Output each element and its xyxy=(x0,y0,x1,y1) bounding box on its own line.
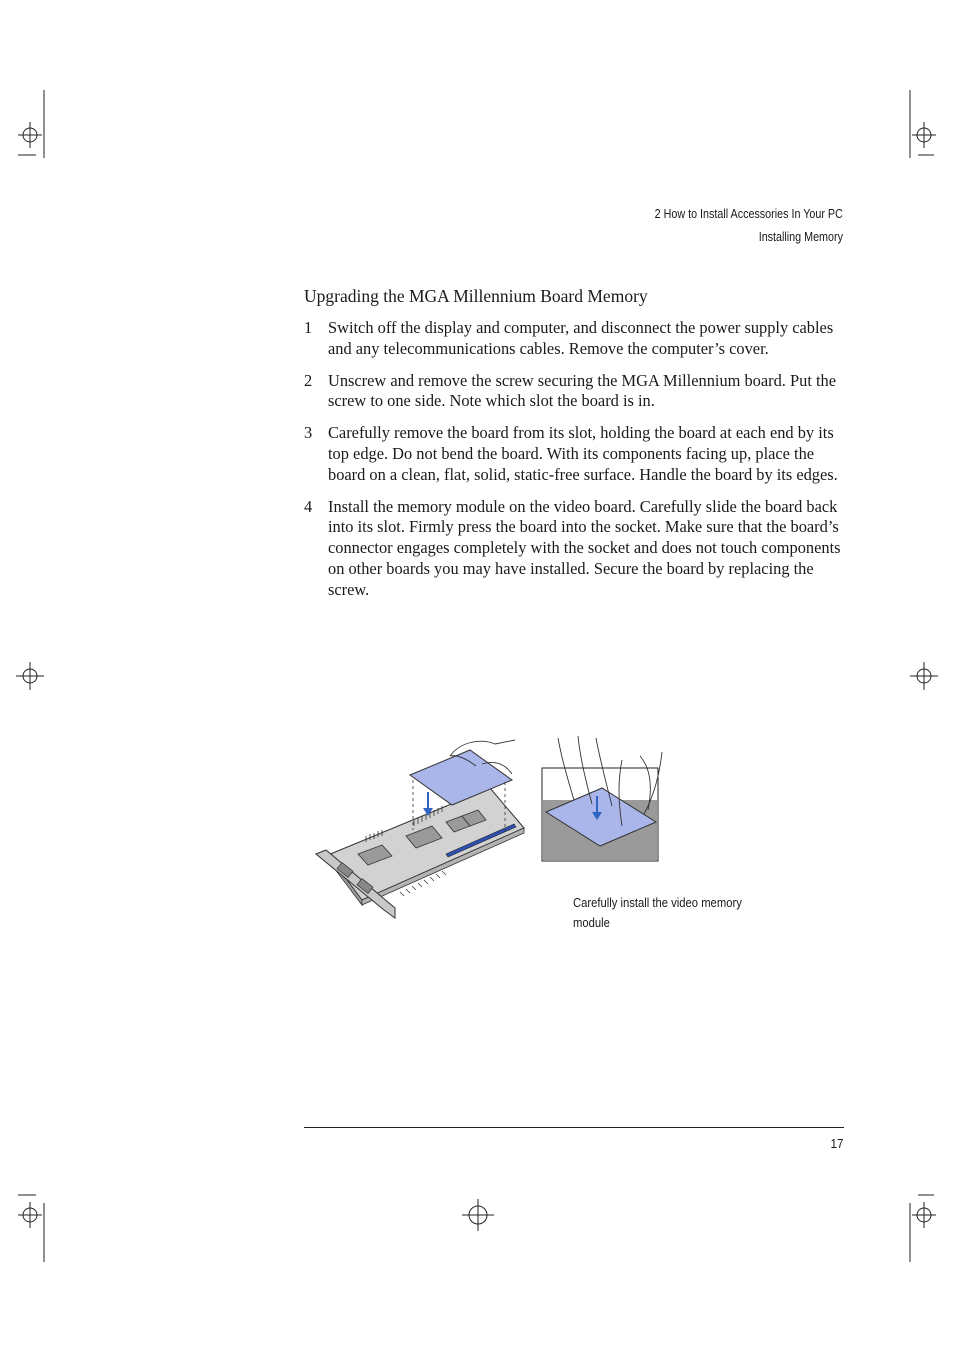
step-list xyxy=(304,318,844,612)
step-number: 1 xyxy=(304,318,313,337)
step-item xyxy=(304,318,844,360)
step-text: Install the memory module on the video board. Carefully slide the board back into its slot. Firmly press the board into the socket. Make sure that the board’s connector engages completely with the socket and does not touch components on other boards you may have installed. Secure the board by replacing the screw. xyxy=(328,496,841,599)
step-item xyxy=(304,371,844,413)
running-header-section: Installing Memory xyxy=(758,230,843,244)
step-item xyxy=(304,423,844,485)
step-item xyxy=(304,497,844,601)
figure-caption: Carefully install the video memory module xyxy=(573,896,742,930)
step-text: Carefully remove the board from its slot, holding the board at each end by its top edge. Do not bend the board. With its components facing up, place the board on a clean, flat, solid, static-free surface. Handle the board by its edges. xyxy=(328,423,838,484)
footer-rule xyxy=(304,1127,844,1128)
step-text: Unscrew and remove the screw securing the MGA Millennium board. Put the screw to one side. Note which slot the board is in. xyxy=(328,370,836,411)
step-number: 2 xyxy=(304,370,313,390)
video-board xyxy=(316,788,524,918)
step-number: 3 xyxy=(304,423,313,443)
step-number: 4 xyxy=(304,496,313,516)
inset-detail xyxy=(542,736,662,861)
step-text: Switch off the display and computer, and disconnect the power supply cables and any telecommunications cables. Remove the computer’s cover. xyxy=(328,318,834,358)
page-number: 17 xyxy=(829,1136,843,1151)
running-header-chapter: 2 How to Install Accessories In Your PC xyxy=(654,207,843,221)
section-title: Upgrading the MGA Millennium Board Memory xyxy=(304,286,648,306)
